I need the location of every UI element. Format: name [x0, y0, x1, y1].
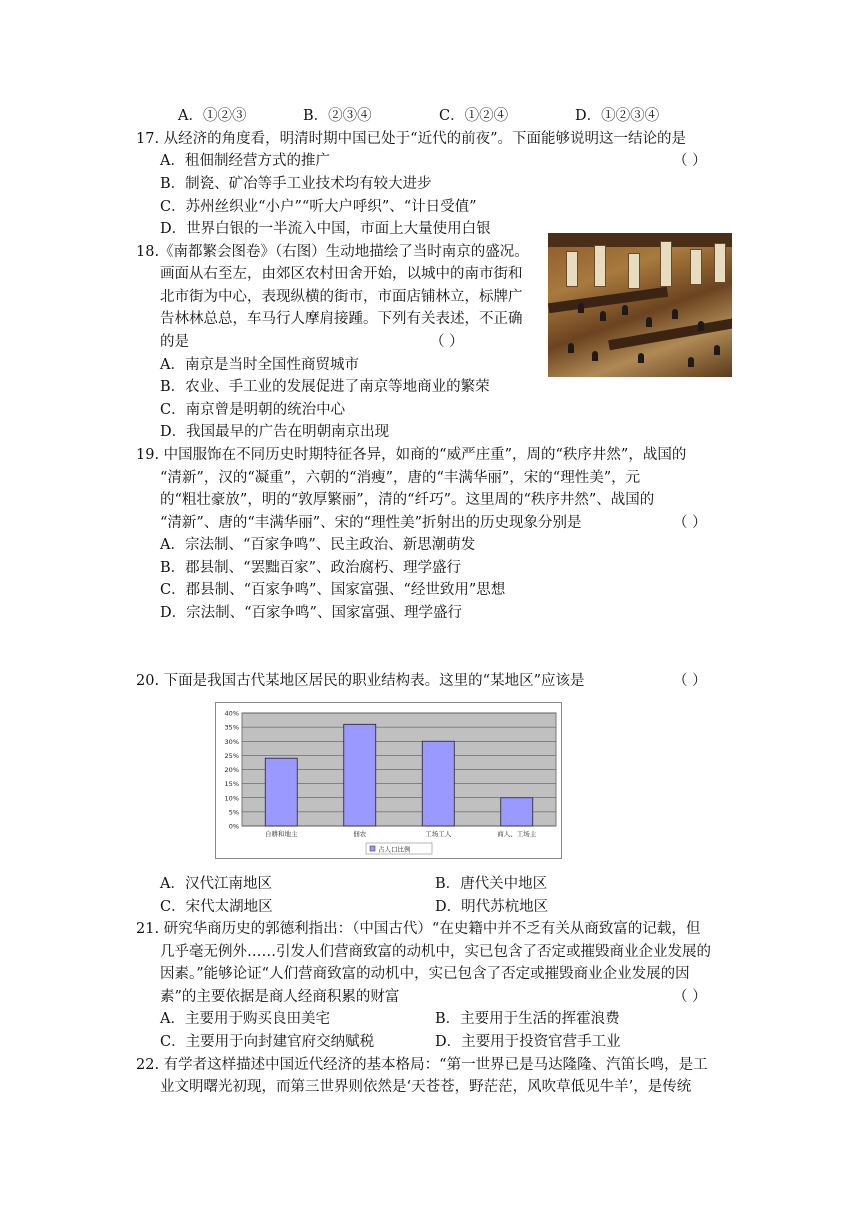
- q19-option-d[interactable]: D．宗法制、“百家争鸣”、国家富强、理学盛行: [160, 605, 462, 621]
- x-tick-label: 工场工人: [425, 830, 452, 838]
- y-tick-label: 10%: [224, 794, 239, 803]
- q19-option-a[interactable]: A．宗法制、“百家争鸣”、民主政治、新思潮萌发: [160, 537, 476, 553]
- bar-2: [344, 724, 376, 826]
- q20-option-c[interactable]: C．宋代太湖地区: [160, 899, 273, 915]
- q19-stem-line-2: “清新”，汉的“凝重”，六朝的“消瘦”，唐的“丰满华丽”，宋的“理性美”，元: [160, 470, 641, 486]
- occupation-chart: [215, 702, 562, 859]
- q21-option-d[interactable]: D．主要用于投资官营手工业: [435, 1034, 621, 1050]
- q20-option-b[interactable]: B．唐代关中地区: [435, 876, 548, 892]
- q19-stem-line-4: “清新”、唐的“丰满华丽”、宋的“理性美”折射出的历史现象分别是: [160, 515, 582, 531]
- legend-swatch: [370, 846, 375, 851]
- q16-option-a[interactable]: A．①②③: [178, 108, 247, 124]
- q17-option-c[interactable]: C．苏州丝织业“小户”“听大户呼织”、“计日受值”: [160, 199, 477, 215]
- q21-option-b[interactable]: B．主要用于生活的挥霍浪费: [435, 1011, 620, 1027]
- nandu-painting-image: [548, 233, 732, 377]
- q19-stem-line-3: 的“粗壮豪放”，明的“敦厚繁丽”，清的“纤巧”。这里周的“秩序井然”、战国的: [160, 492, 655, 508]
- q16-option-c[interactable]: C．①②④: [439, 108, 509, 124]
- q16-option-d[interactable]: D．①②③④: [575, 108, 660, 124]
- q19-option-b[interactable]: B．郡县制、“罢黜百家”、政治腐朽、理学盛行: [160, 560, 461, 576]
- q21-stem-line-3: 因素。”能够论证“人们营商致富的动机中，实已包含了否定或摧毁商业企业发展的因: [160, 966, 690, 982]
- y-tick-label: 15%: [224, 780, 239, 789]
- y-tick-label: 20%: [224, 766, 239, 774]
- q21-stem-line-2: 几乎毫无例外……引发人们营商致富的动机中，实已包含了否定或摧毁商业企业发展的: [160, 944, 711, 960]
- q16-options: [178, 106, 659, 126]
- q20-option-d[interactable]: D．明代苏杭地区: [435, 899, 549, 915]
- q18-stem-line-3: 北市街为中心，表现纵横的街市，市面店铺林立，标牌广: [160, 289, 523, 305]
- q18-option-d[interactable]: D．我国最早的广告在明朝南京出现: [160, 424, 390, 440]
- q16-option-b[interactable]: B．②③④: [303, 108, 372, 124]
- q18-option-c[interactable]: C．南京曾是明朝的统治中心: [160, 402, 346, 418]
- occupation-bar-chart: [216, 703, 561, 858]
- q19-answer-paren[interactable]: （ ）: [673, 515, 707, 531]
- y-tick-label: 40%: [224, 709, 239, 718]
- y-tick-label: 35%: [224, 723, 239, 732]
- q18-option-b[interactable]: B．农业、手工业的发展促进了南京等地商业的繁荣: [160, 379, 490, 395]
- y-tick-label: 25%: [224, 751, 239, 760]
- q21-stem-line-1: 21. 研究华商历史的郭德利指出：（中国古代）“在史籍中并不乏有关从商致富的记载，但: [136, 921, 701, 937]
- q22-stem-line-2: 业文明曙光初现，而第三世界则依然是‘天苍苍，野茫茫，风吹草低见牛羊’，是传统: [160, 1079, 692, 1095]
- q18-stem-line-5: 的是: [160, 334, 189, 350]
- q17-option-a[interactable]: A．租佃制经营方式的推广: [160, 153, 330, 169]
- q17-answer-paren[interactable]: （ ）: [673, 153, 707, 169]
- bar-3: [422, 741, 454, 826]
- q21-stem-line-4: 素”的主要依据是商人经商积累的财富: [160, 989, 400, 1005]
- q17-stem: 17. 从经济的角度看，明清时期中国已处于“近代的前夜”。下面能够说明这一结论的是: [136, 131, 686, 147]
- q18-option-a[interactable]: A．南京是当时全国性商贸城市: [160, 357, 359, 373]
- bar-4: [501, 798, 533, 826]
- q21-option-a[interactable]: A．主要用于购买良田美宅: [160, 1011, 330, 1027]
- y-tick-label: 30%: [224, 737, 239, 746]
- q20-option-a[interactable]: A．汉代江南地区: [160, 876, 272, 892]
- q20-answer-paren[interactable]: （ ）: [673, 673, 707, 689]
- q18-stem-line-1: 18.《南都繁会图卷》（右图）生动地描绘了当时南京的盛况。: [136, 244, 529, 260]
- bar-1: [265, 758, 297, 826]
- q18-stem-line-2: 画面从右至左，由郊区农村田舍开始，以城中的南市街和: [160, 266, 523, 282]
- q21-option-c[interactable]: C．主要用于向封建官府交纳赋税: [160, 1034, 375, 1050]
- q19-stem-line-1: 19. 中国服饰在不同历史时期特征各异，如商的“威严庄重”，周的“秩序井然”，战国的: [136, 447, 687, 463]
- q19-option-c[interactable]: C．郡县制、“百家争鸣”、国家富强、“经世致用”思想: [160, 582, 506, 598]
- x-tick-label: 佃农: [353, 830, 367, 838]
- legend-label: 占人口比例: [378, 845, 411, 854]
- q17-option-d[interactable]: D．世界白银的一半流入中国，市面上大量使用白银: [160, 221, 491, 237]
- x-tick-label: 商人、工场主: [497, 830, 537, 838]
- q18-answer-paren[interactable]: （ ）: [430, 334, 464, 350]
- y-tick-label: 5%: [228, 808, 239, 817]
- q18-stem-line-4: 告林林总总，车马行人摩肩接踵。下列有关表述，不正确: [160, 311, 523, 327]
- q17-option-b[interactable]: B．制瓷、矿冶等手工业技术均有较大进步: [160, 176, 432, 192]
- q21-answer-paren[interactable]: （ ）: [673, 989, 707, 1005]
- y-tick-label: 0%: [228, 822, 239, 831]
- x-tick-label: 自耕和地主: [265, 830, 298, 838]
- q20-stem: 20. 下面是我国古代某地区居民的职业结构表。这里的“某地区”应该是: [136, 673, 585, 689]
- q22-stem-line-1: 22. 有学者这样描述中国近代经济的基本格局：“第一世界已是马达隆隆、汽笛长鸣，是工: [136, 1057, 708, 1073]
